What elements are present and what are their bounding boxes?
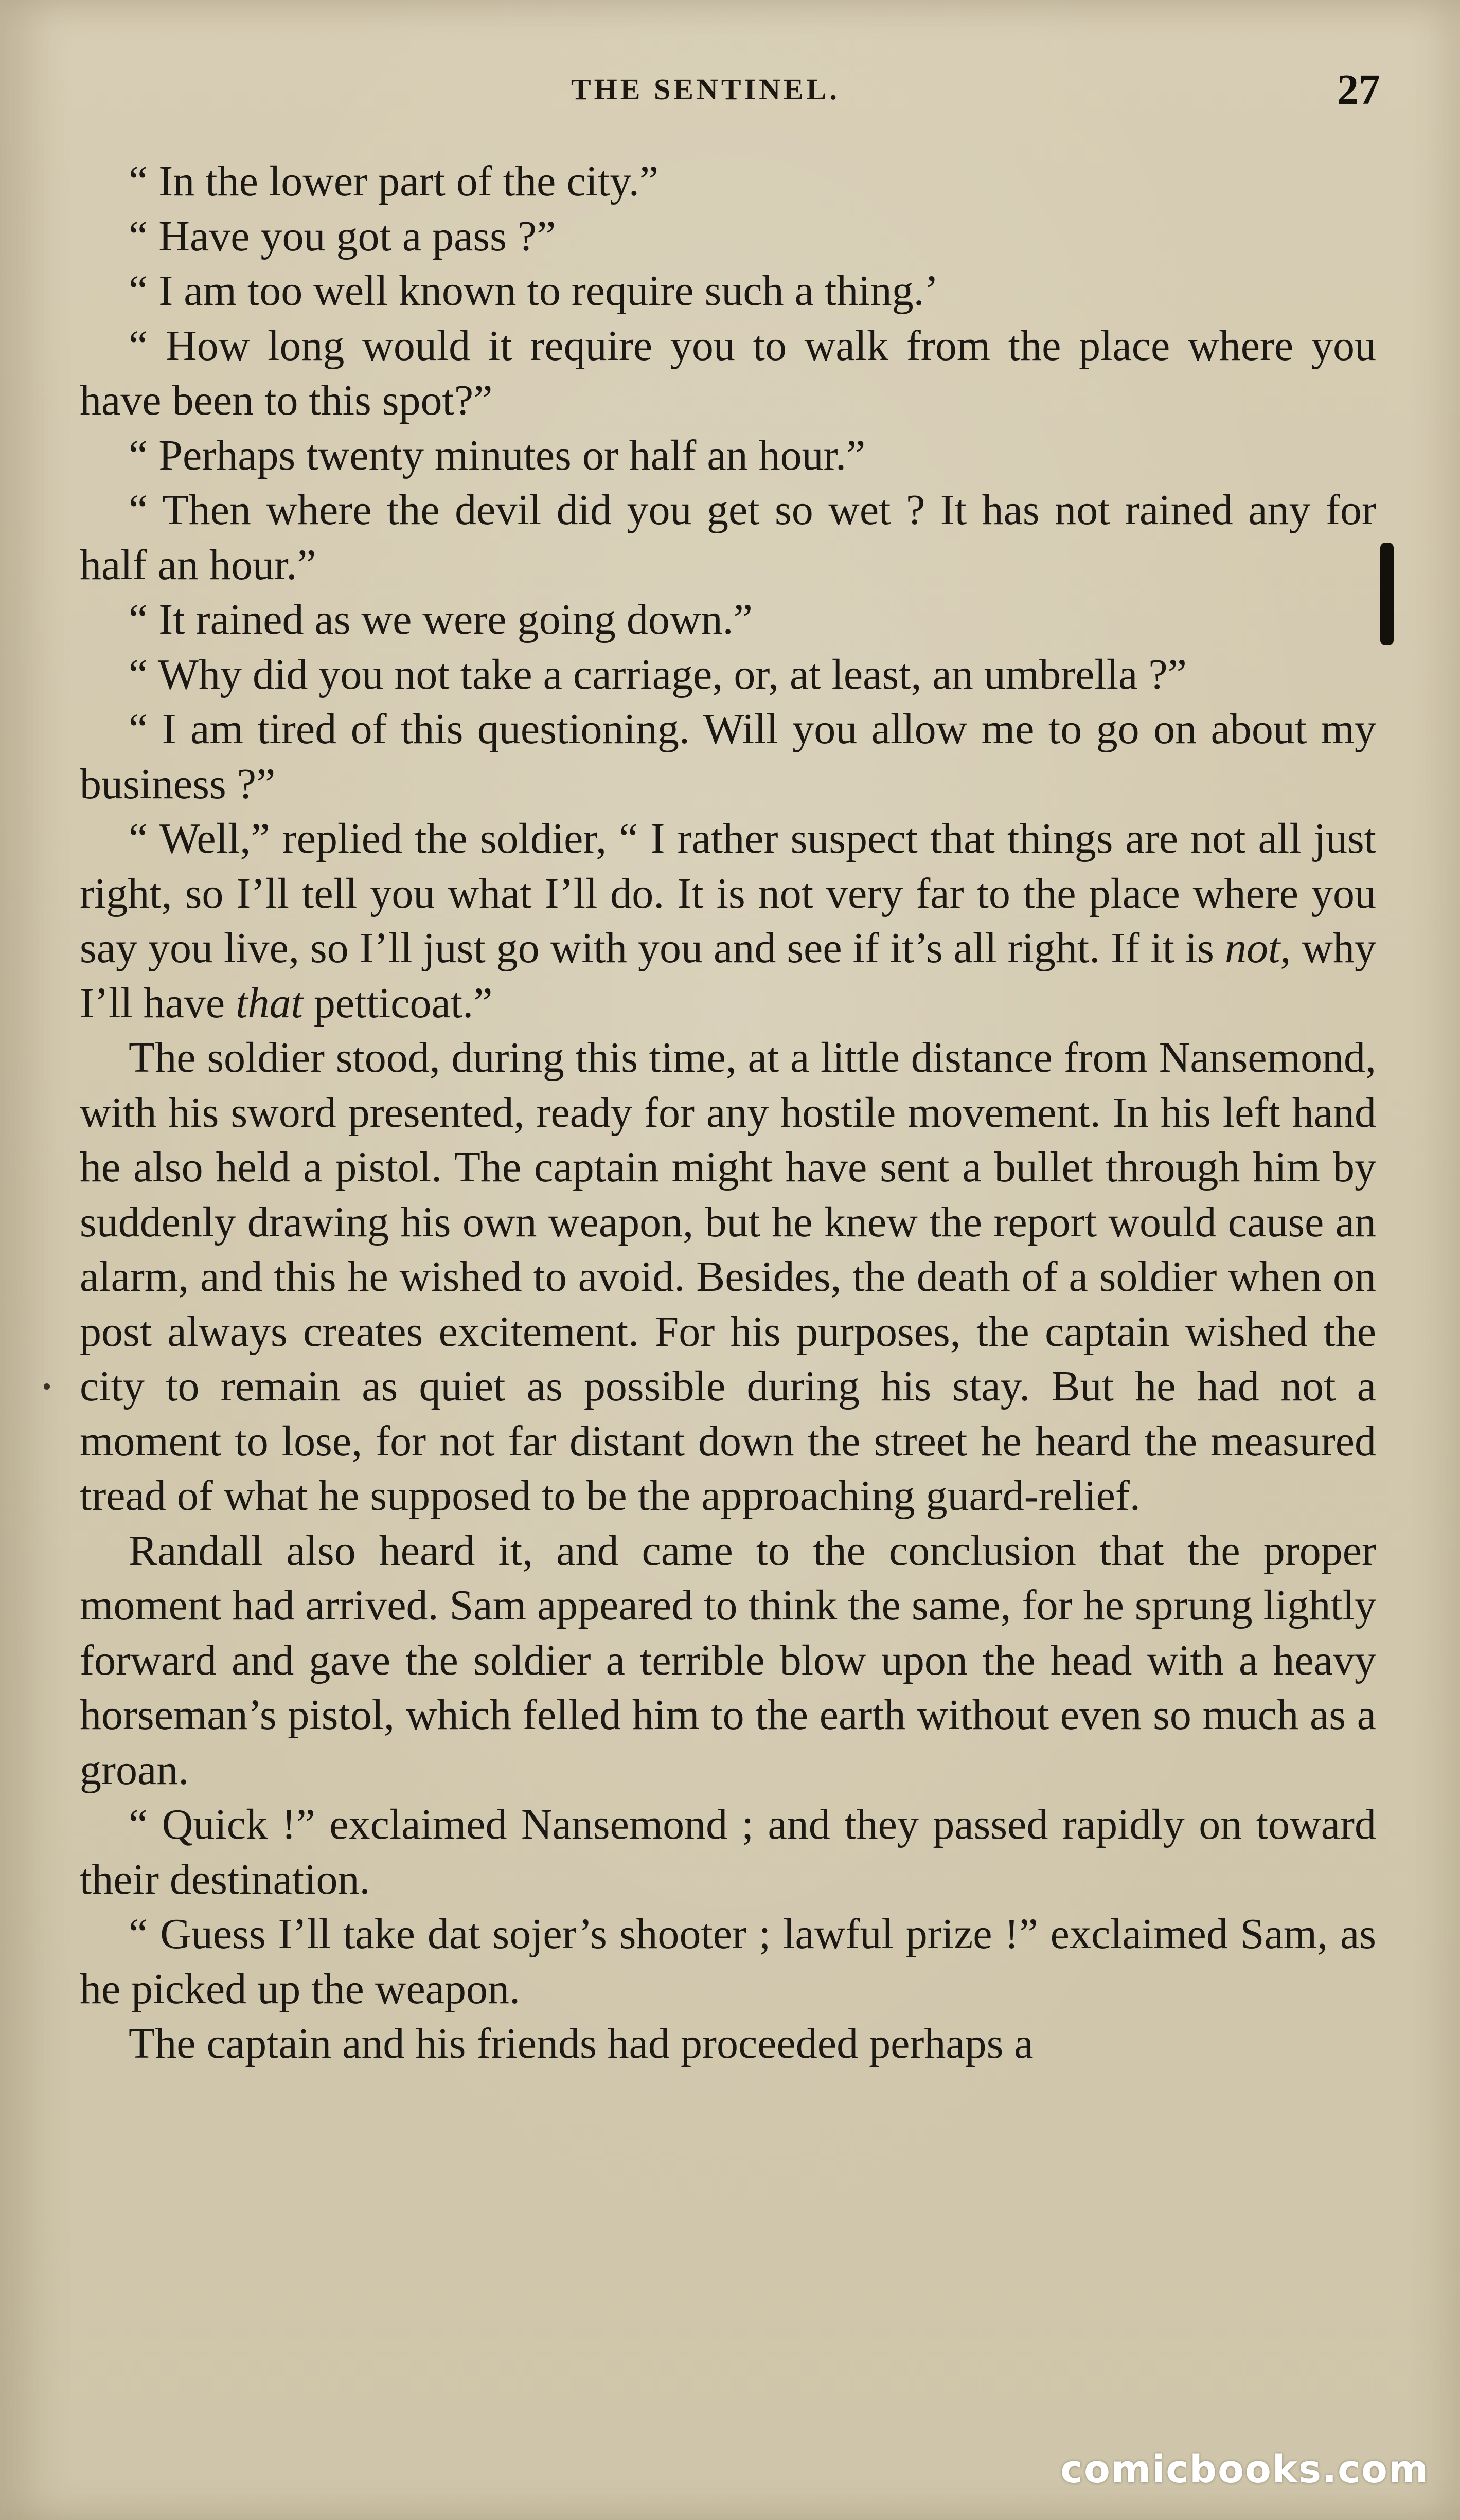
paragraph-12: Randall also heard it, and came to the conclusion that the proper moment had arrived. Sam appeared to think the same, for he sprung lightly forward and gave the soldier a terrible blow upon the head with a heavy horseman’s pistol, which felled him to the earth without even so much as a groan. (80, 1526, 1376, 1794)
paragraph-10-text-a: “ Well,” replied the soldier, “ I rather suspect that things are not all just right, so I’ll tell you what I’ll do. It is not very far to the place where you say you live, so I’ll just go with you and see if it’s all right. If it is (80, 815, 1376, 972)
paragraph-10-text-b: , why I’ll have (80, 924, 1376, 1027)
paragraph-15: The captain and his friends had proceeded perhaps a (129, 2020, 1034, 2067)
margin-ink-mark (1380, 543, 1394, 645)
running-title: THE SENTINEL. (571, 73, 840, 106)
paragraph-4: “ How long would it require you to walk from the place where you have been to this spot?” (80, 321, 1376, 424)
body-text (80, 154, 1376, 2072)
paragraph-1: “ In the lower part of the city.” (129, 157, 659, 205)
paragraph-11: The soldier stood, during this time, at a little distance from Nansemond, with his sword presented, ready for any hostile movement. In his left hand he also held a pistol. The captain might have sent a bullet through him by suddenly drawing his own weapon, but he knew the report would cause an alarm, and this he wished to avoid. Besides, the death of a soldier when on post always creates excitement. For his purposes, the captain wished the city to remain as quiet as possible during his stay. But he had not a moment to lose, for not far distant down the street he heard the measured tread of what he supposed to be the approaching guard-relief. (80, 1034, 1376, 1520)
paragraph-10-text-c: petticoat.” (302, 979, 493, 1027)
paragraph-6: “ Then where the devil did you get so wet ? It has not rained any for half an hour.” (80, 486, 1376, 589)
watermark-logo: comicbooks.com (1060, 2447, 1429, 2492)
emphasis-that: that (236, 979, 303, 1027)
paragraph-10 (80, 812, 1376, 1031)
running-head (0, 62, 1460, 113)
paragraph-13: “ Quick !” exclaimed Nansemond ; and they passed rapidly on toward their destination. (80, 1801, 1376, 1903)
paragraph-14: “ Guess I’ll take dat sojer’s shooter ; lawful prize !” exclaimed Sam, as he picked up the weapon. (80, 1910, 1376, 2013)
paragraph-3: “ I am too well known to require such a thing.’ (129, 267, 939, 315)
paragraph-9: “ I am tired of this questioning. Will you allow me to go on about my business ?” (80, 705, 1376, 808)
paragraph-5: “ Perhaps twenty minutes or half an hour.” (129, 431, 866, 479)
paragraph-8: “ Why did you not take a carriage, or, at least, an umbrella ?” (129, 650, 1187, 698)
emphasis-not: not (1224, 924, 1280, 972)
paragraph-7: “ It rained as we were going down.” (129, 596, 753, 643)
page-number: 27 (1337, 66, 1380, 114)
paragraph-2: “ Have you got a pass ?” (129, 212, 556, 260)
margin-dot (44, 1383, 50, 1390)
